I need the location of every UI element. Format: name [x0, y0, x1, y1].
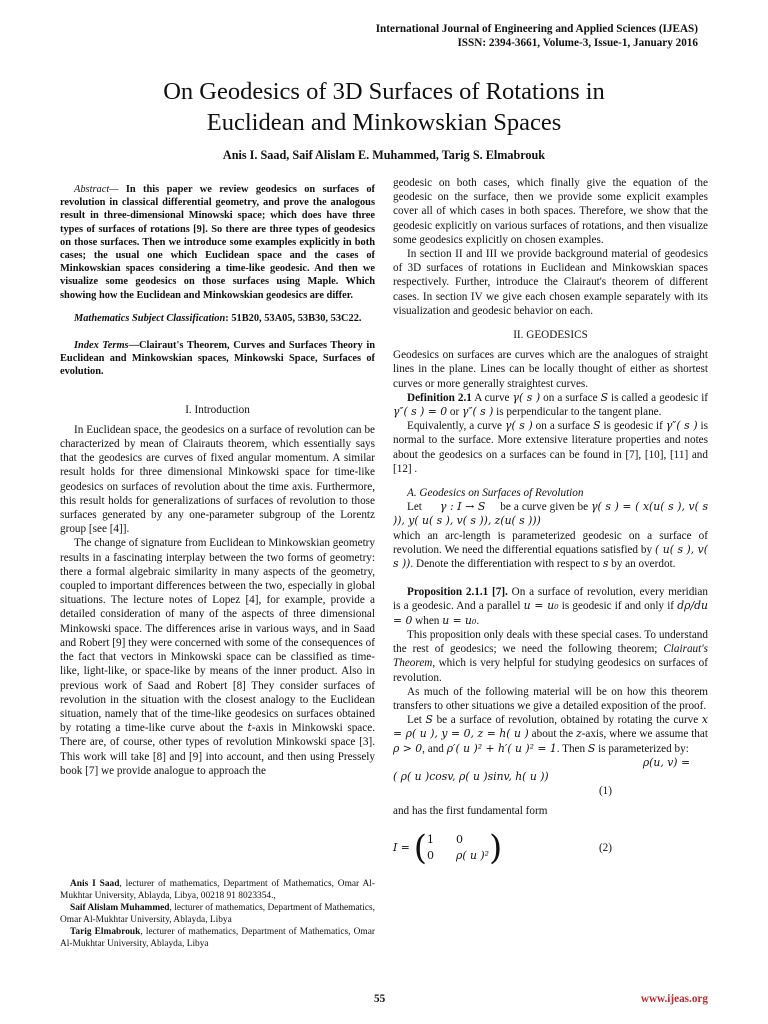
text: be a curve given be — [500, 501, 589, 514]
intro-paragraph-2 — [60, 536, 375, 777]
text: be a surface of revolution, obtained by rotating the curve — [432, 714, 702, 727]
text: on a surface — [532, 420, 594, 433]
text: On a surface of revolution, every meridian is a geodesic. And a parallel — [393, 586, 708, 613]
matrix-entry: 1 — [427, 832, 435, 846]
matrix-entry: ρ( u )² — [456, 848, 489, 862]
text: is perpendicular to the tangent plane. — [493, 406, 662, 419]
inline-math: S — [425, 713, 433, 727]
text: which an arc-length is parameterized geodesic on a surface of revolution. We need the differential equations satisfied by — [393, 529, 708, 556]
footnote-author: Tarig Elmabrouk — [70, 927, 141, 937]
inline-math: ρ > 0 — [393, 741, 423, 755]
proposition-paragraph-3: As much of the following material will be on how this theorem transfers to other situations we give a detailed exposition of the proof. — [393, 685, 708, 712]
definition-label: Definition 2.1 — [407, 391, 472, 404]
journal-issn: ISSN: 2394-3661, Volume-3, Issue-1, January 2016 — [457, 37, 698, 49]
msc-label: Mathematics Subject Classification — [74, 312, 226, 324]
matrix-entry: 0 — [456, 832, 464, 846]
footnote-1 — [60, 878, 375, 902]
inline-math: dρ/du = 0 — [393, 599, 708, 627]
right-paragraph-2: In section II and III we provide background material of geodesics of 3D surfaces of rotations in Euclidean and Minkowskian spaces respectively. Further, introduce the Clairaut's theorem of different cases. In section IV we give each chosen example separately with its visualization and geodesic behavior on each. — [393, 248, 708, 317]
footnote-author: Anis I Saad — [70, 879, 120, 889]
first-fundamental-form-matrix — [393, 827, 503, 868]
footnote-text: , lecturer of mathematics, Department of Mathematics, Omar Al-Mukhtar University, Ablayda, Libya — [60, 903, 375, 925]
clairaut-theorem-term: Clairaut's Theorem — [393, 643, 708, 670]
parameterization-rhs: ρ(u, v) = — [642, 755, 690, 769]
index-terms-label: Index Terms — [74, 340, 129, 352]
text: . Denote the differentiation with respect to — [410, 558, 603, 571]
matrix-lhs: I = — [393, 840, 410, 854]
equation-1-number: (1) — [598, 785, 612, 798]
intro-p2-part-a: The change of signature from Euclidean to Minkowskian geometry results in a fascinating interplay between the two forms of geometry: there a formal algebraic similarity in many aspects of the geometry, coupled to important differences between the two, especially in global situations. The lecture notes of Lopez [4], for example, provide a detailed consideration of many of the aspects of three dimensional Minkowski space. The differences arise in various ways, and in Saad and Robert [9] they were concerned with some of the consequences of the fact that vectors in Minkowski space can be classified as time-like, light-like, or space-like by means of the inner product. Also in previous work of Saad and Robert [8] They consider surfaces of revolution in the situation with the closest analogy to the Euclidean situation, namely that of the time-like geodesics on surfaces obtained by rotating a time-like curve about the — [60, 537, 375, 735]
proposition-label: Proposition 2.1.1 [7]. — [407, 586, 508, 599]
footnote-text: , lecturer of mathematics, Department of Mathematics, Omar Al-Mukhtar University, Ablayda, Libya, 00218 91 8023354., — [60, 879, 375, 901]
inline-math: γ″( s ) = 0 — [393, 405, 448, 419]
text: on a surface — [540, 391, 601, 404]
msc-codes: : 51B20, 53A05, 53B30, 53C22. — [225, 312, 362, 324]
inline-math: γ( s ) = ( x(u( s ), v( s )), y( u( s ), v( s )), z(u( s ))) — [393, 500, 709, 528]
intro-paragraph-1: In Euclidean space, the geodesics on a surface of revolution can be characterized by mean of Clairauts theorem, which essentially says that the geodesics are curves of fixed angular momentum. A similar result holds for three dimensional Minkowski space for time-like geodesics on surfaces of revolution about the time axis. Furthermore, this result holds for generalizations of surfaces of revolution to those surfaces generated by any one-parameter subgroup of the Lorentz group [see [4]]. — [60, 423, 375, 536]
paper-title — [60, 76, 708, 138]
text: Let — [407, 501, 422, 514]
inline-math: S — [600, 390, 608, 404]
subsection-heading-a: A. Geodesics on Surfaces of Revolution — [407, 487, 584, 500]
footnote-author: Saif Alislam Muhammed — [70, 903, 170, 913]
text: or — [447, 406, 463, 419]
journal-header — [376, 22, 698, 50]
text: is geodesic if and only if — [558, 600, 678, 613]
inline-math: ( u( s ), v( s )) — [393, 542, 708, 571]
right-paren: ) — [488, 827, 503, 868]
inline-math: x = ρ( u ), y = 0, z = h( u ) — [393, 713, 708, 741]
matrix-entries — [427, 833, 489, 863]
abstract-label: Abstract— — [74, 184, 119, 195]
author-list: Anis I. Saad, Saif Alislam E. Muhammed, Tarig S. Elmabrouk — [222, 148, 546, 162]
abstract-text: In this paper we review geodesics on surfaces of revolution in classical differential geometry, and prove the analogous result in three-dimensional Minowski space; which does have three types of surfaces of rotations [9]. So there are three types of geodesics on those surfaces. Then we introduce some examples explicitly in both cases; the usual one which Euclidean space and the cases of Minkowskian spaces considering a time-like geodesic. And then we visualize some geodesics on those surfaces using Maple. Which showing how the Euclidean and Minkowskian geodesics are differ. — [60, 184, 375, 301]
msc-classification — [60, 312, 375, 325]
index-terms-text: —Clairaut's Theorem, Curves and Surfaces Theory in Euclidean and Minkowskian spaces, Minkowski Space, Surfaces of evolution. — [60, 340, 375, 378]
equation-2-number: (2) — [598, 841, 612, 854]
left-paren: ( — [413, 827, 428, 868]
left-column — [60, 183, 375, 778]
matrix-entry: 0 — [427, 848, 435, 862]
journal-website-link[interactable]: www.ijeas.org — [640, 993, 708, 1005]
footnote-text: , lecturer of mathematics, Department of Mathematics, Omar Al-Mukhtar University, Ablayda, Libya — [60, 927, 375, 949]
first-fundamental-form-text: and has the first fundamental form — [393, 805, 548, 818]
inline-math: γ( s ) — [505, 419, 533, 433]
right-column — [393, 176, 709, 868]
abstract — [60, 183, 375, 302]
title-line-1: On Geodesics of 3D Surfaces of Rotations in — [163, 78, 605, 105]
page-number: 55 — [374, 993, 386, 1005]
journal-name: International Journal of Engineering and Applied Sciences (IJEAS) — [375, 23, 698, 35]
text: -axis, where we assume that — [581, 728, 708, 741]
text: . Then — [556, 742, 588, 755]
footnote-3 — [60, 926, 375, 950]
inline-math: z — [576, 727, 582, 741]
author-footnotes — [60, 878, 375, 950]
inline-math: u = u₀ — [523, 599, 559, 613]
proposition-paragraph-2 — [393, 628, 708, 685]
text: , which is very helpful for studying geodesics on surfaces of revolution. — [393, 657, 708, 684]
proposition-2-1-1 — [393, 585, 708, 628]
equation-2 — [393, 827, 708, 868]
text: is called a geodesic if — [607, 391, 709, 404]
inline-math: γ( s ) — [512, 390, 541, 404]
text: This proposition only deals with these special cases. To understand the rest of geodesics; we need the following theorem; — [393, 628, 708, 656]
equation-1-body: ( ρ( u )cosv, ρ( u )sinv, h( u )) — [393, 769, 549, 783]
intro-p2-part-b: -axis in Minkowski space. There are, of course, other types of revolution Minkowski space [3]. This work will take [8] and [9] into account, and then using Pressely book [7] we provide analogue to approach the — [60, 722, 376, 777]
inline-math: S — [593, 419, 601, 433]
text: A curve — [471, 391, 513, 404]
inline-math: t — [247, 721, 252, 735]
text: is parameterized by: — [595, 742, 689, 755]
geodesics-paragraph: Geodesics on surfaces are curves which are the analogues of straight lines in the plane. Lines can be locally thought of either as shortest curves or more generally straightest curves. — [393, 349, 708, 390]
text: is geodesic if — [600, 420, 666, 433]
section-heading-introduction: I. Introduction — [185, 403, 250, 416]
equivalence-paragraph — [393, 419, 708, 476]
arc-length-paragraph — [393, 529, 708, 572]
inline-math: s — [602, 557, 609, 571]
text: by an overdot. — [608, 558, 676, 571]
text: Equivalently, a curve — [407, 420, 505, 433]
text: when — [412, 614, 443, 627]
inline-math: u = u₀ — [442, 613, 477, 627]
text: . — [476, 614, 480, 627]
let-gamma-line — [393, 500, 708, 528]
title-line-2: Euclidean and Minkowskian Spaces — [206, 109, 562, 136]
surface-definition-paragraph — [393, 713, 708, 756]
equation-1 — [393, 770, 708, 784]
section-heading-geodesics: II. GEODESICS — [513, 329, 588, 342]
inline-math: ρ′( u )² + h′( u )² = 1 — [446, 741, 557, 755]
text: about the — [528, 728, 576, 741]
inline-math: γ : I → S — [439, 500, 486, 514]
inline-math: S — [587, 741, 596, 755]
footnote-2 — [60, 902, 375, 926]
definition-2-1 — [393, 391, 708, 419]
text: is normal to the surface. More extensive literature properties and notes about the geodesics on a surfaces can be found in [7], [10], [11] and [12] . — [393, 420, 708, 475]
inline-math: γ″( s ) — [462, 405, 494, 419]
text: Let — [407, 714, 426, 727]
text: , and — [422, 742, 447, 755]
right-paragraph-1: geodesic on both cases, which finally give the equation of the geodesic on the surface, then we provide some explicit examples cover all of which cases in both spaces. Therefore, we show that the geodesic explicitly on various surfaces of rotations, and then visualize some geodesics explicitly on chosen examples. — [393, 177, 708, 246]
inline-math: γ″( s ) — [665, 419, 698, 433]
index-terms — [60, 339, 375, 379]
